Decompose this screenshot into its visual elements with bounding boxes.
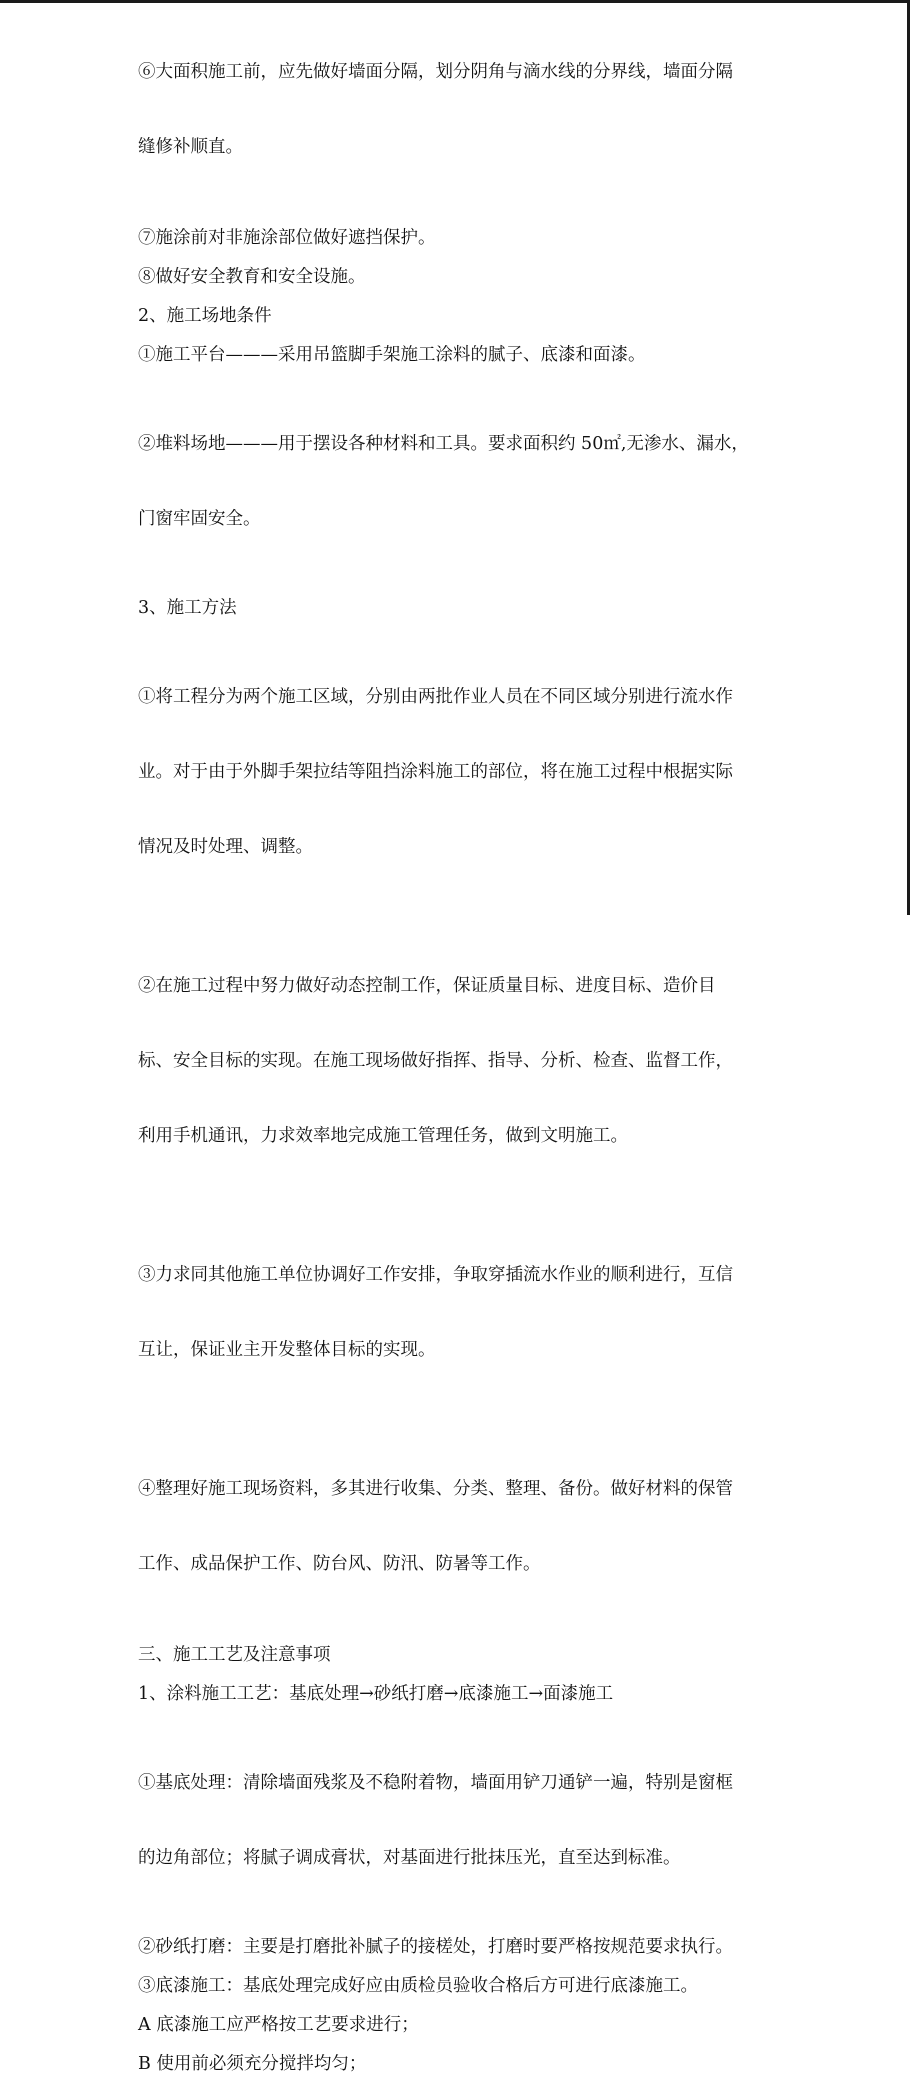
text-line: ④整理好施工现场资料，多其进行收集、分类、整理、备份。做好材料的保管 [138,1479,733,1499]
text-line: 工作、成品保护工作、防台风、防汛、防暑等工作。 [138,1554,541,1574]
text-line: 的边角部位；将腻子调成膏状，对基面进行批抹压光，直至达到标准。 [138,1848,681,1868]
text-line: ③力求同其他施工单位协调好工作安排，争取穿插流水作业的顺利进行，互信 [138,1265,733,1285]
text-line: ②在施工过程中努力做好动态控制工作，保证质量目标、进度目标、造价目 [138,976,716,996]
text-line: ⑥大面积施工前，应先做好墙面分隔，划分阴角与滴水线的分界线，墙面分隔 [138,62,733,82]
paragraph-primer: ③底漆施工：基底处理完成好应由质检员验收合格后方可进行底漆施工。 [138,1976,698,1996]
text-line: 利用手机通讯，力求效率地完成施工管理任务，做到文明施工。 [138,1126,628,1146]
paragraph-primer-note-a: A 底漆施工应严格按工艺要求进行； [138,2015,419,2035]
paragraph-8-safety: ⑧做好安全教育和安全设施。 [138,267,366,287]
paragraph-platform: ①施工平台———采用吊篮脚手架施工涂料的腻子、底漆和面漆。 [138,345,646,365]
text-line: ①基底处理：清除墙面残浆及不稳附着物，墙面用铲刀通铲一遍，特别是窗框 [138,1773,733,1793]
document-body [138,6,768,2077]
text-line: 门窗牢固安全。 [138,509,261,529]
paragraph-method-4 [138,1427,768,1627]
text-line: ②堆料场地———用于摆设各种材料和工具。要求面积约 50㎡,无渗水、漏水， [138,434,749,454]
paragraph-7-protection: ⑦施涂前对非施涂部位做好遮挡保护。 [138,228,436,248]
paragraph-sanding: ②砂纸打磨：主要是打磨批补腻子的接槎处，打磨时要严格按规范要求执行。 [138,1937,733,1957]
text-line: 标、安全目标的实现。在施工现场做好指挥、指导、分析、检查、监督工作， [138,1051,733,1071]
paragraph-storage-site [138,382,768,582]
paragraph-6-partition [138,10,768,210]
section-heading-construction-method: 3、施工方法 [138,598,237,618]
paragraph-method-2 [138,924,768,1199]
text-line: 情况及时处理、调整。 [138,837,313,857]
paragraph-coating-process: 1、涂料施工工艺：基底处理→砂纸打磨→底漆施工→面漆施工 [138,1684,614,1704]
section-heading-process-notes: 三、施工工艺及注意事项 [138,1645,331,1665]
section-heading-site-conditions: 2、施工场地条件 [138,306,272,326]
text-line: 缝修补顺直。 [138,137,243,157]
paragraph-method-3 [138,1213,768,1413]
page-border-top [0,0,910,3]
text-line: 业。对于由于外脚手架拉结等阻挡涂料施工的部位，将在施工过程中根据实际 [138,762,733,782]
text-line: 互让，保证业主开发整体目标的实现。 [138,1340,436,1360]
paragraph-base-treatment [138,1721,768,1921]
text-line: ①将工程分为两个施工区域，分别由两批作业人员在不同区域分别进行流水作 [138,687,733,707]
paragraph-primer-note-b: B 使用前必须充分搅拌均匀； [138,2054,367,2074]
paragraph-method-1 [138,635,768,910]
